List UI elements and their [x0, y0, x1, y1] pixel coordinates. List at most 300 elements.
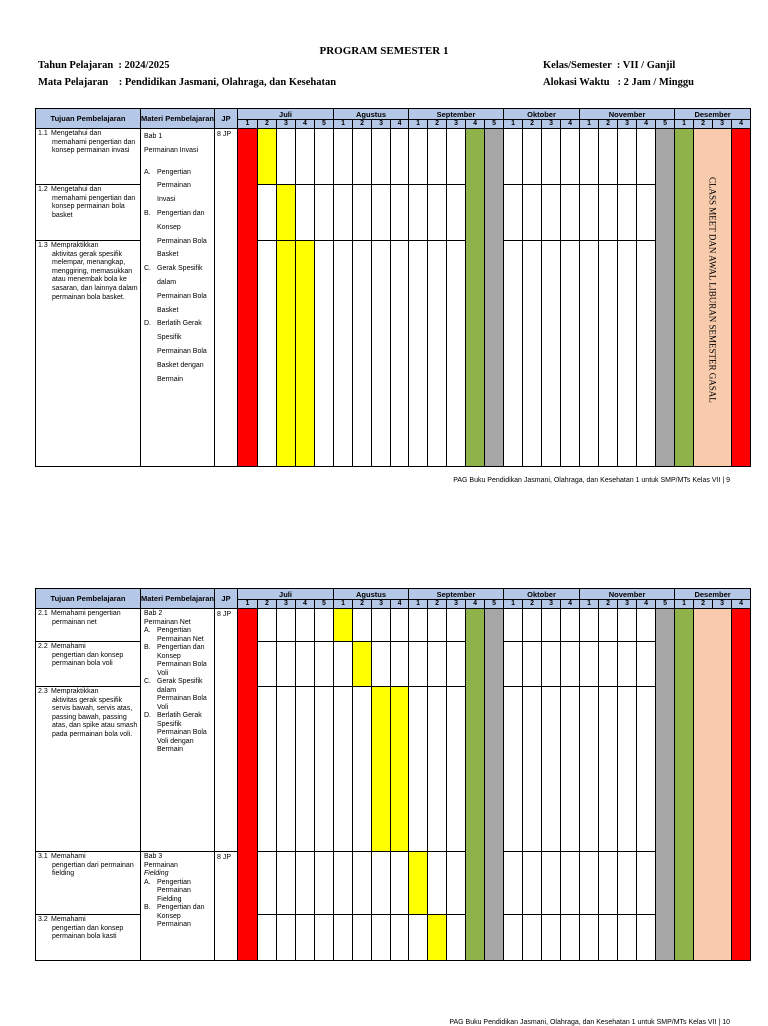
header-month: Desember [675, 109, 751, 120]
header-week: 4 [391, 600, 409, 609]
week-cell [277, 609, 296, 642]
header-week: 1 [504, 600, 523, 609]
week-cell [391, 185, 409, 241]
week-cell [542, 687, 561, 852]
week-cell [296, 609, 315, 642]
meta-alokasi: Alokasi Waktu : 2 Jam / Minggu [543, 77, 694, 88]
week-cell [258, 642, 277, 687]
tujuan-cell [36, 852, 141, 915]
week-cell [580, 642, 599, 687]
materi-item-letter: D. [144, 712, 151, 719]
header-week: 1 [580, 600, 599, 609]
week-cell [637, 915, 656, 961]
materi-item-letter: B. [144, 644, 151, 651]
header-week: 3 [618, 120, 637, 129]
week-cell [315, 241, 334, 467]
tujuan-number: 1.1 [38, 130, 48, 137]
header-week: 5 [485, 120, 504, 129]
week-cell [447, 241, 466, 467]
meta-mapel: Mata Pelajaran : Pendidikan Jasmani, Olahraga, dan Kesehatan [38, 77, 337, 88]
header-month: Oktober [504, 109, 580, 120]
week-cell [372, 129, 391, 185]
week-cell [618, 852, 637, 915]
tujuan-first-line: Memahami [51, 916, 86, 923]
header-week: 3 [277, 600, 296, 609]
week-cell [428, 241, 447, 467]
week-cell [353, 915, 372, 961]
week-cell-red [732, 129, 751, 467]
header-week: 3 [447, 600, 466, 609]
materi-item-text: Gerak Spesifik dalam Permainan Bola Basket [157, 265, 207, 314]
header-week: 2 [428, 600, 447, 609]
tujuan-text: memahami pengertian dan konsep permainan bola basket [52, 194, 136, 219]
week-cell [542, 241, 561, 467]
header-month: November [580, 109, 675, 120]
week-cell [447, 609, 466, 642]
header-week: 2 [428, 120, 447, 129]
week-cell [391, 852, 409, 915]
header-week: 2 [353, 600, 372, 609]
week-cell [447, 687, 466, 852]
tujuan-text: pengertian dari permainan fielding [52, 861, 134, 878]
week-cell [353, 129, 372, 185]
week-cell [353, 642, 372, 687]
header-week: 3 [542, 600, 561, 609]
tujuan-number: 3.2 [38, 916, 48, 923]
page-footer-1: PAG Buku Pendidikan Jasmani, Olahraga, dan Kesehatan 1 untuk SMP/MTs Kelas VII | 9 [453, 477, 730, 484]
week-cell [618, 609, 637, 642]
week-cell [504, 642, 523, 687]
week-cell [296, 915, 315, 961]
week-cell-red [238, 609, 258, 961]
class-meet-label: CLASS MEET DAN AWAL LIBURAN SEMESTER GASAL [707, 177, 718, 403]
week-cell [561, 241, 580, 467]
tujuan-cell [36, 241, 141, 467]
week-cell [372, 642, 391, 687]
materi-cell [141, 129, 215, 467]
header-month: Agustus [334, 109, 409, 120]
tujuan-number: 1.3 [38, 242, 48, 249]
header-week: 1 [409, 120, 428, 129]
header-tujuan: Tujuan Pembelajaran [36, 589, 141, 609]
tujuan-number: 2.2 [38, 643, 48, 650]
header-week: 4 [296, 120, 315, 129]
week-cell [296, 642, 315, 687]
week-cell [391, 129, 409, 185]
week-cell [428, 185, 447, 241]
week-cell [315, 129, 334, 185]
week-cell [637, 687, 656, 852]
week-cell [504, 241, 523, 467]
header-week: 4 [637, 600, 656, 609]
week-cell [428, 687, 447, 852]
week-cell [637, 185, 656, 241]
tujuan-number: 2.1 [38, 610, 48, 617]
week-cell [334, 129, 353, 185]
header-month: Juli [238, 109, 334, 120]
week-cell [315, 852, 334, 915]
week-cell [523, 915, 542, 961]
week-cell [409, 915, 428, 961]
week-cell [561, 129, 580, 185]
week-cell [504, 609, 523, 642]
week-cell [296, 185, 315, 241]
week-cell [334, 609, 353, 642]
header-week: 4 [732, 120, 751, 129]
header-week: 4 [466, 120, 485, 129]
header-week: 2 [523, 120, 542, 129]
header-week: 3 [447, 120, 466, 129]
week-cell [580, 185, 599, 241]
week-cell [504, 185, 523, 241]
week-cell [334, 687, 353, 852]
materi-bab: Bab 2 [144, 610, 163, 617]
week-cell [618, 687, 637, 852]
materi-item-text: Pengertian dan Konsep Permainan Bola Voli [157, 644, 207, 677]
materi-title: Permainan [144, 861, 178, 869]
materi-bab: Bab 1 [144, 133, 163, 140]
tujuan-text: aktivitas gerak spesifik melempar, menangkap, menggiring, memasukkan atau menembak bola ke sasaran, dan lainnya dalam permainan bola basket. [52, 250, 138, 301]
header-month: November [580, 589, 675, 600]
tujuan-first-line: Mempraktikkan [51, 688, 99, 695]
week-cell [580, 687, 599, 852]
header-week: 3 [542, 120, 561, 129]
week-cell [409, 852, 428, 915]
week-cell [353, 687, 372, 852]
week-cell-green [675, 609, 694, 961]
week-cell [372, 609, 391, 642]
week-cell [599, 642, 618, 687]
week-cell-gray [656, 609, 675, 961]
week-cell [637, 642, 656, 687]
header-week: 2 [523, 600, 542, 609]
jp-cell: 8 JP [215, 129, 238, 467]
tujuan-text: aktivitas gerak spesifik servis bawah, servis atas, passing bawah, passing atas, dan spike atau smash pada permainan bola voli. [52, 696, 138, 738]
week-cell [258, 915, 277, 961]
week-cell [599, 609, 618, 642]
materi-item-letter: B. [144, 209, 151, 217]
materi-cell [141, 609, 215, 852]
week-cell [428, 129, 447, 185]
week-cell [372, 915, 391, 961]
tujuan-cell [36, 687, 141, 852]
header-week: 2 [258, 600, 277, 609]
header-week: 1 [334, 120, 353, 129]
tujuan-first-line: Memahami [51, 643, 86, 650]
week-cell [353, 609, 372, 642]
week-cell [523, 687, 542, 852]
header-month: September [409, 589, 504, 600]
week-cell [599, 915, 618, 961]
header-week: 2 [599, 600, 618, 609]
week-cell [258, 609, 277, 642]
header-week: 2 [353, 120, 372, 129]
page-title: PROGRAM SEMESTER 1 [319, 45, 449, 57]
header-week: 2 [694, 600, 713, 609]
tujuan-cell [36, 129, 141, 185]
week-cell [542, 642, 561, 687]
materi-item-letter: A. [144, 627, 151, 634]
header-month: Oktober [504, 589, 580, 600]
week-cell [428, 642, 447, 687]
week-cell [523, 609, 542, 642]
header-week: 4 [466, 600, 485, 609]
header-month: Desember [675, 589, 751, 600]
header-week: 4 [561, 120, 580, 129]
header-week: 5 [656, 600, 675, 609]
week-cell [542, 129, 561, 185]
week-cell [409, 129, 428, 185]
week-cell [580, 852, 599, 915]
materi-item-text: Pengertian Permainan Net [157, 627, 204, 643]
week-cell [447, 185, 466, 241]
week-cell [334, 915, 353, 961]
header-week: 4 [637, 120, 656, 129]
week-cell [277, 241, 296, 467]
header-week: 1 [334, 600, 353, 609]
week-cell [637, 241, 656, 467]
week-cell [599, 852, 618, 915]
week-cell [315, 642, 334, 687]
week-cell [637, 609, 656, 642]
week-cell [409, 185, 428, 241]
week-cell [428, 915, 447, 961]
week-cell [258, 241, 277, 467]
week-cell [258, 185, 277, 241]
header-week: 4 [561, 600, 580, 609]
week-cell [409, 687, 428, 852]
week-cell [315, 687, 334, 852]
header-week: 2 [599, 120, 618, 129]
week-cell [599, 129, 618, 185]
week-cell [353, 852, 372, 915]
week-cell [334, 185, 353, 241]
header-week: 4 [732, 600, 751, 609]
week-cell [561, 609, 580, 642]
header-week: 3 [372, 120, 391, 129]
header-month: September [409, 109, 504, 120]
week-cell-green [466, 129, 485, 467]
tujuan-number: 3.1 [38, 853, 48, 860]
header-jp: JP [215, 589, 238, 609]
week-cell [637, 852, 656, 915]
tujuan-text: permainan net [52, 618, 97, 626]
header-week: 1 [238, 120, 258, 129]
week-cell [428, 609, 447, 642]
header-week: 3 [713, 120, 732, 129]
tujuan-first-line: Mengetahui dan [51, 130, 102, 137]
header-week: 1 [504, 120, 523, 129]
week-cell [618, 241, 637, 467]
week-cell-green [675, 129, 694, 467]
header-week: 2 [258, 120, 277, 129]
materi-item-text: Berlatih Gerak Spesifik Permainan Bola Basket dengan Bermain [157, 320, 207, 383]
week-cell [334, 241, 353, 467]
week-cell [580, 129, 599, 185]
week-cell-green [466, 609, 485, 961]
header-week: 2 [694, 120, 713, 129]
week-cell [447, 915, 466, 961]
week-cell [542, 915, 561, 961]
week-cell [258, 687, 277, 852]
header-month: Juli [238, 589, 334, 600]
week-cell [504, 129, 523, 185]
tujuan-cell [36, 915, 141, 961]
materi-item-letter: C. [144, 678, 151, 685]
week-cell [580, 915, 599, 961]
materi-item-text: Gerak Spesifik dalam Permainan Bola Voli [157, 678, 207, 711]
week-cell [561, 915, 580, 961]
materi-item-text: Pengertian dan Konsep Permainan Bola Basket [157, 209, 207, 259]
header-week: 5 [315, 120, 334, 129]
tujuan-cell [36, 185, 141, 241]
week-cell [523, 241, 542, 467]
week-cell [391, 915, 409, 961]
week-cell [391, 687, 409, 852]
jp-cell: 8 JP [215, 609, 238, 852]
week-cell [296, 241, 315, 467]
tujuan-first-line: Mengetahui dan [51, 186, 102, 193]
tujuan-first-line: Memahami [51, 853, 86, 860]
week-cell [391, 609, 409, 642]
materi-item-letter: B. [144, 904, 151, 911]
week-cell [258, 129, 277, 185]
week-cell [372, 687, 391, 852]
week-cell [618, 642, 637, 687]
tujuan-cell [36, 609, 141, 642]
week-cell [277, 185, 296, 241]
week-cell [372, 185, 391, 241]
meta-tahun: Tahun Pelajaran : 2024/2025 [38, 60, 170, 71]
week-cell [315, 185, 334, 241]
week-cell-gray [485, 609, 504, 961]
meta-kelas: Kelas/Semester : VII / Ganjil [543, 60, 676, 71]
materi-item-letter: A. [144, 168, 151, 176]
week-cell [504, 852, 523, 915]
week-cell-red [238, 129, 258, 467]
week-cell [409, 609, 428, 642]
header-week: 3 [713, 600, 732, 609]
week-cell [504, 915, 523, 961]
materi-item-letter: A. [144, 878, 151, 886]
materi-item-text: Pengertian Permainan Invasi [157, 168, 191, 204]
header-week: 4 [296, 600, 315, 609]
week-cell [561, 185, 580, 241]
header-week: 3 [277, 120, 296, 129]
page-footer-2: PAG Buku Pendidikan Jasmani, Olahraga, dan Kesehatan 1 untuk SMP/MTs Kelas VII | 10 [449, 1019, 730, 1026]
header-week: 5 [315, 600, 334, 609]
header-month: Agustus [334, 589, 409, 600]
materi-title: Permainan Net [144, 618, 191, 626]
week-cell [580, 241, 599, 467]
week-cell [277, 915, 296, 961]
week-cell [637, 129, 656, 185]
week-cell-gray [656, 129, 675, 467]
header-week: 4 [391, 120, 409, 129]
week-cell [561, 687, 580, 852]
week-cell [447, 642, 466, 687]
week-cell [334, 642, 353, 687]
materi-title: Permainan Invasi [144, 146, 199, 154]
header-week: 1 [675, 600, 694, 609]
week-cell [296, 129, 315, 185]
week-cell [277, 687, 296, 852]
tujuan-cell [36, 642, 141, 687]
week-cell [618, 185, 637, 241]
week-cell [296, 687, 315, 852]
week-cell [599, 241, 618, 467]
tujuan-text: memahami pengertian dan konsep permainan invasi [52, 138, 136, 155]
week-cell [409, 642, 428, 687]
header-tujuan: Tujuan Pembelajaran [36, 109, 141, 129]
header-week: 5 [656, 120, 675, 129]
header-week: 3 [372, 600, 391, 609]
week-cell [447, 852, 466, 915]
week-cell [618, 915, 637, 961]
week-cell [409, 241, 428, 467]
week-cell [447, 129, 466, 185]
header-materi: Materi Pembelajaran [141, 589, 215, 609]
week-cell [353, 241, 372, 467]
week-cell [277, 129, 296, 185]
header-week: 3 [618, 600, 637, 609]
materi-title-italic: Fielding [144, 870, 169, 877]
tujuan-number: 2.3 [38, 688, 48, 695]
week-cell [618, 129, 637, 185]
week-cell [580, 609, 599, 642]
week-cell [372, 852, 391, 915]
header-week: 5 [485, 600, 504, 609]
week-cell [523, 185, 542, 241]
materi-bab: Bab 3 [144, 853, 163, 860]
week-cell [391, 642, 409, 687]
week-cell-salmon [694, 609, 732, 961]
header-week: 1 [238, 600, 258, 609]
tujuan-number: 1.2 [38, 186, 48, 193]
week-cell [315, 915, 334, 961]
week-cell [296, 852, 315, 915]
week-cell [258, 852, 277, 915]
week-cell [523, 852, 542, 915]
header-jp: JP [215, 109, 238, 129]
week-cell [277, 642, 296, 687]
materi-item-text: Pengertian dan Konsep Permainan [157, 904, 205, 928]
tujuan-first-line: Mempraktikkan [51, 242, 99, 249]
materi-item-text: Pengertian Permainan Fielding [157, 878, 191, 903]
materi-item-letter: C. [144, 265, 151, 273]
class-meet-cell [694, 129, 732, 467]
week-cell [542, 852, 561, 915]
tujuan-text: pengertian dan konsep permainan bola kasti [52, 924, 124, 941]
week-cell [599, 687, 618, 852]
materi-item-text: Berlatih Gerak Spesifik Permainan Bola Voli dengan Bermain [157, 712, 207, 753]
week-cell [277, 852, 296, 915]
week-cell [428, 852, 447, 915]
week-cell [372, 241, 391, 467]
week-cell [315, 609, 334, 642]
week-cell [334, 852, 353, 915]
week-cell [391, 241, 409, 467]
week-cell-gray [485, 129, 504, 467]
week-cell [504, 687, 523, 852]
week-cell-red [732, 609, 751, 961]
week-cell [542, 185, 561, 241]
header-week: 1 [675, 120, 694, 129]
header-week: 1 [409, 600, 428, 609]
header-week: 1 [580, 120, 599, 129]
week-cell [353, 185, 372, 241]
materi-item-letter: D. [144, 320, 151, 328]
